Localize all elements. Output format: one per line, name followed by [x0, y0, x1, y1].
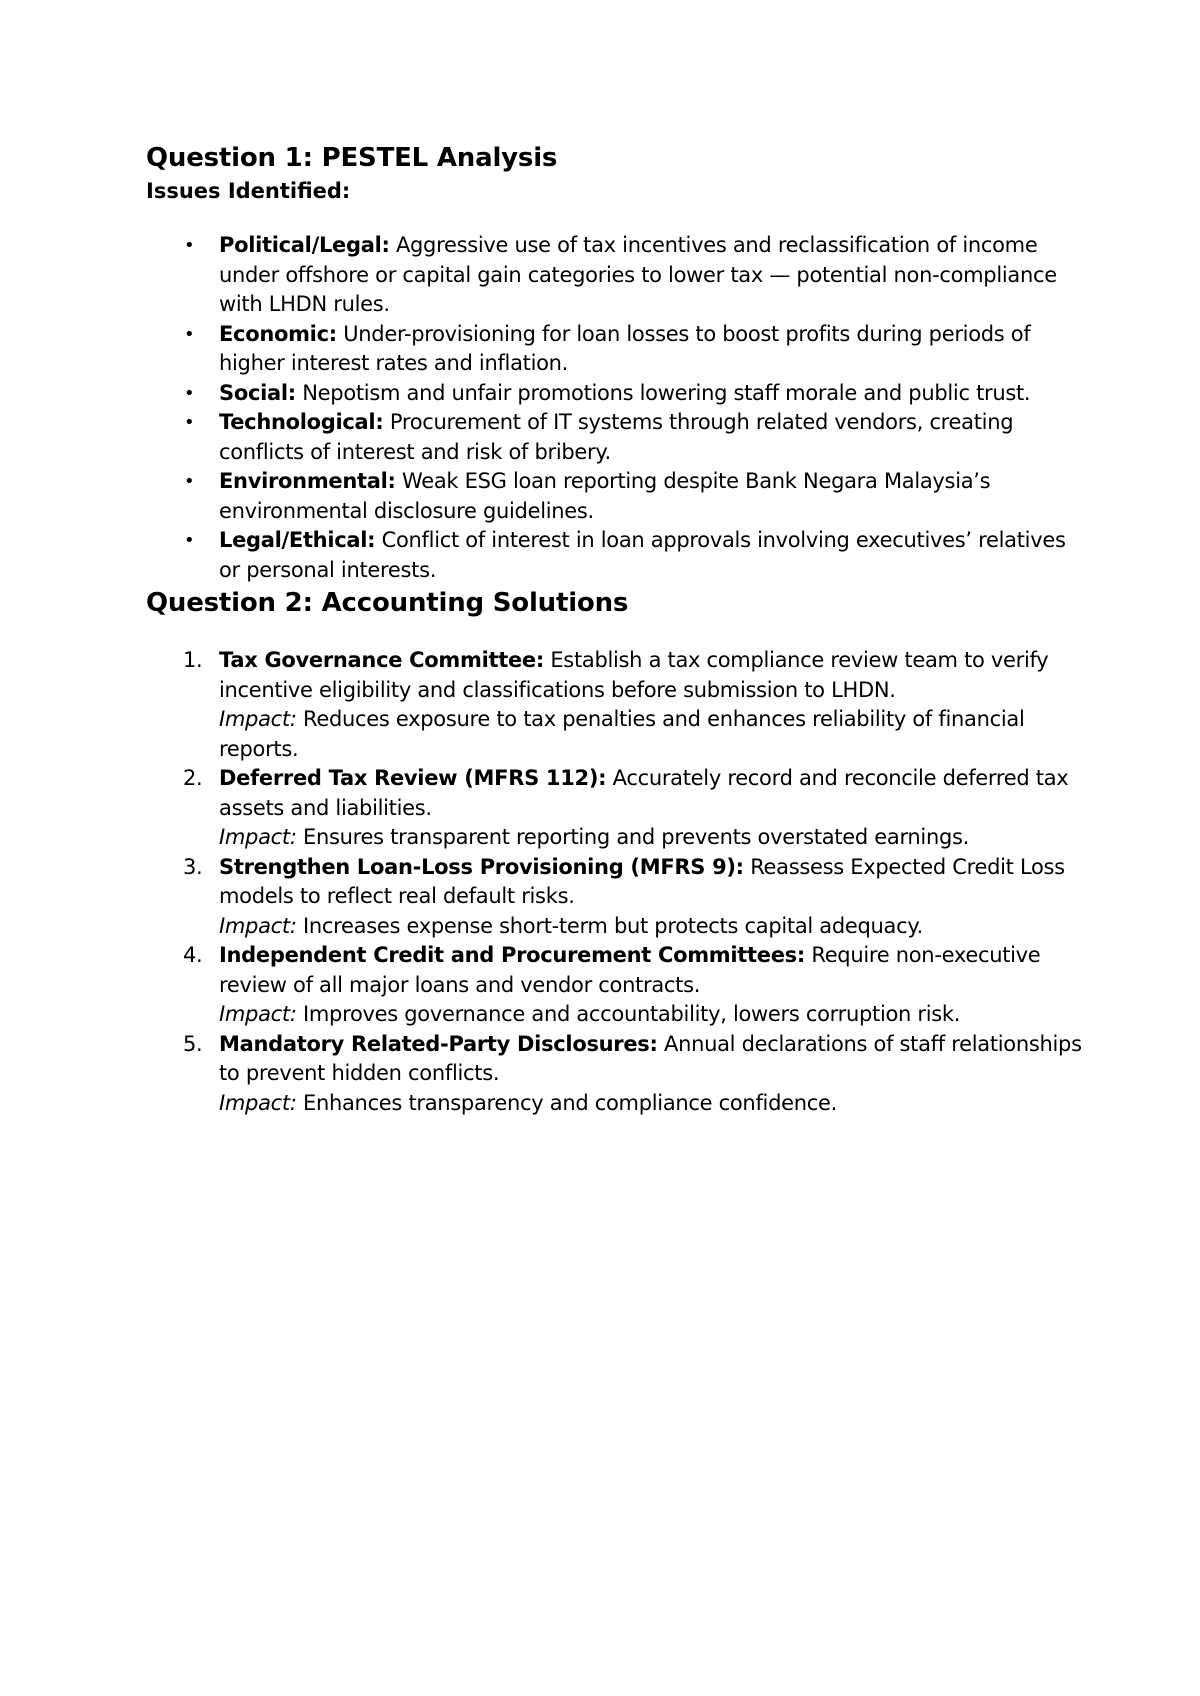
issue-label: Legal/Ethical:	[219, 528, 376, 552]
issue-label: Economic:	[219, 321, 337, 346]
impact-label: Impact:	[219, 1090, 297, 1115]
list-number: 5.	[183, 1031, 203, 1056]
bullet-icon: •	[184, 412, 195, 433]
issue-label: Technological:	[219, 410, 384, 434]
bullet-icon: •	[184, 323, 195, 345]
issue-text: Procurement of IT systems through related vendors, creating conflicts of interest and risk of bribery.	[219, 410, 1014, 464]
list-number: 1.	[183, 648, 203, 672]
solution-item	[146, 764, 1086, 853]
solution-label: Deferred Tax Review (MFRS 112):	[219, 766, 607, 790]
solution-label: Independent Credit and Procurement Committees:	[219, 943, 805, 967]
solution-text: Reassess Expected Credit Loss models to reflect real default risks.	[219, 854, 1065, 908]
issue-item-technological	[146, 408, 1086, 467]
question-2-title: Question 2: Accounting Solutions	[146, 588, 629, 618]
solution-text: Accurately record and reconcile deferred tax assets and liabilities.	[219, 766, 1069, 820]
solution-label: Strengthen Loan-Loss Provisioning (MFRS 9):	[219, 854, 744, 879]
bullet-icon: •	[184, 235, 195, 256]
list-number: 2.	[183, 766, 203, 790]
issue-label: Social:	[219, 380, 296, 405]
impact-text: Reduces exposure to tax penalties and enhances reliability of financial reports.	[219, 707, 1025, 761]
solutions-list	[146, 646, 1086, 1118]
solution-text: Annual declarations of staff relationships to prevent hidden conflicts.	[219, 1031, 1082, 1085]
bullet-icon: •	[184, 382, 195, 404]
solution-item	[146, 853, 1086, 942]
issue-item-economic	[146, 320, 1086, 379]
bullet-icon: •	[184, 471, 195, 492]
issue-text: Aggressive use of tax incentives and reclassification of income under offshore or capital gain categories to lower tax — potential non-compliance with LHDN rules.	[219, 233, 1057, 316]
impact-text: Ensures transparent reporting and prevents overstated earnings.	[303, 825, 970, 849]
issue-item-legal-ethical	[146, 526, 1086, 585]
issues-list	[146, 231, 1086, 585]
issue-text: Under-provisioning for loan losses to boost profits during periods of higher interest rates and inflation.	[219, 321, 1031, 375]
bullet-icon: •	[184, 530, 195, 551]
impact-label: Impact:	[219, 1002, 297, 1026]
issues-identified-heading: Issues Identified:	[146, 179, 351, 203]
solution-text: Require non-executive review of all major loans and vendor contracts.	[219, 943, 1041, 997]
list-number: 3.	[183, 854, 203, 879]
solution-item	[146, 1030, 1086, 1119]
issue-item-social	[146, 379, 1086, 409]
issue-text: Conflict of interest in loan approvals involving executives’ relatives or personal interests.	[219, 528, 1066, 582]
solution-item	[146, 646, 1086, 764]
issue-label: Political/Legal:	[219, 233, 390, 257]
impact-label: Impact:	[219, 825, 297, 849]
issue-item-environmental	[146, 467, 1086, 526]
issue-label: Environmental:	[219, 469, 396, 493]
list-number: 4.	[183, 943, 203, 967]
document-page	[146, 140, 1086, 1118]
issue-text: Nepotism and unfair promotions lowering staff morale and public trust.	[302, 380, 1031, 405]
issue-text: Weak ESG loan reporting despite Bank Negara Malaysia’s environmental disclosure guidelines.	[219, 469, 991, 523]
impact-label: Impact:	[219, 913, 297, 938]
solution-label: Mandatory Related-Party Disclosures:	[219, 1031, 658, 1056]
solution-item	[146, 941, 1086, 1030]
question-1-title: Question 1: PESTEL Analysis	[146, 143, 558, 173]
issue-item-political-legal	[146, 231, 1086, 320]
impact-text: Increases expense short-term but protects capital adequacy.	[303, 913, 923, 938]
impact-label: Impact:	[219, 707, 297, 731]
impact-text: Improves governance and accountability, lowers corruption risk.	[303, 1002, 961, 1026]
solution-label: Tax Governance Committee:	[219, 648, 544, 672]
impact-text: Enhances transparency and compliance confidence.	[303, 1090, 837, 1115]
solution-text: Establish a tax compliance review team to verify incentive eligibility and classifications before submission to LHDN.	[219, 648, 1049, 702]
